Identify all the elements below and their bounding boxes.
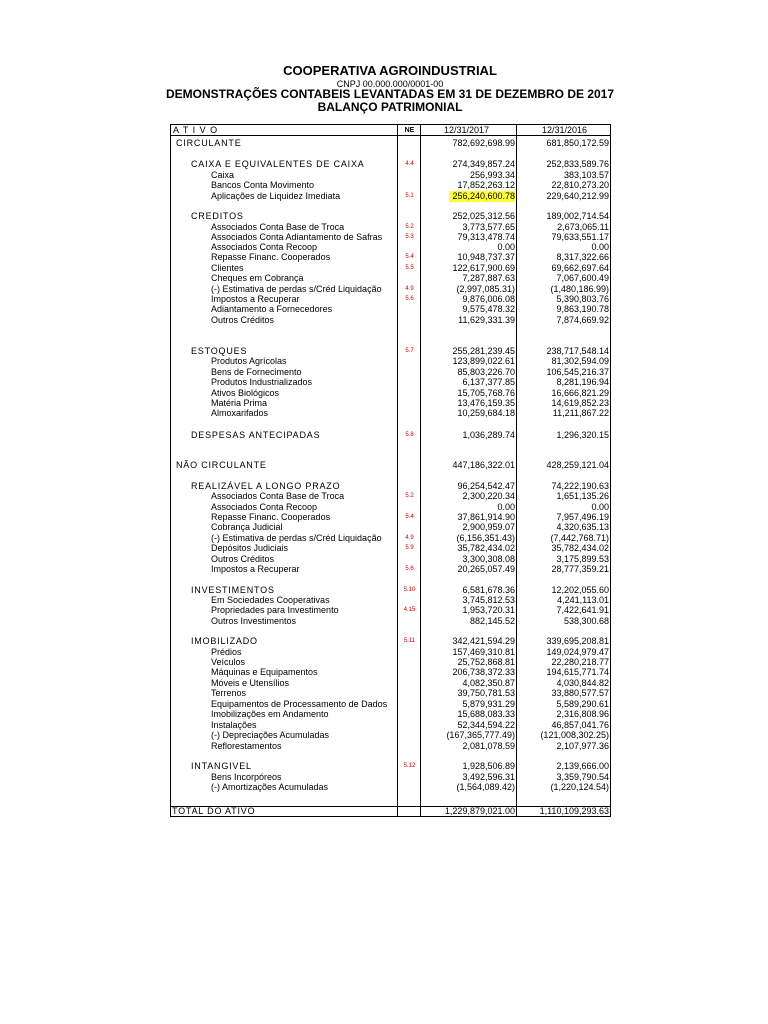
row-value-2017: 15,705,768.76	[457, 388, 515, 398]
table-row	[170, 252, 611, 263]
row-value-2017: 122,617,900.69	[452, 263, 515, 273]
row-label: Repasse Financ. Cooperados	[211, 512, 331, 522]
row-note-ref: 5.6	[405, 566, 414, 572]
row-value-2016: 81,302,594.09	[551, 356, 609, 366]
row-value-2017: 79,313,478.74	[457, 232, 515, 242]
row-value-2016: (121,008,302.25)	[540, 730, 609, 740]
row-value-2017: 10,948,737.37	[457, 252, 515, 262]
row-value-2016: 9,863,190.78	[556, 304, 609, 314]
row-value-2017: 85,803,226.70	[457, 367, 515, 377]
total-row	[170, 806, 611, 817]
row-value-2017: (1,564,089.42)	[456, 782, 515, 792]
row-value-2016: 538,300.68	[563, 616, 609, 626]
row-label: Cobrança Judicial	[211, 522, 283, 532]
row-label: Ativos Biológicos	[211, 388, 280, 398]
row-value-2017: 2,081,078.59	[462, 741, 515, 751]
table-row	[170, 605, 611, 616]
row-value-2017: 447,186,322.01	[452, 460, 515, 470]
row-label: Reflorestamentos	[211, 741, 282, 751]
row-note-ref: 4.9	[405, 535, 414, 541]
row-label: Equipamentos de Processamento de Dados	[211, 699, 388, 709]
row-label: Associados Conta Adiantamento de Safras	[211, 232, 383, 242]
row-value-2017: (6,156,351.43)	[456, 533, 515, 543]
table-row	[170, 761, 611, 772]
row-note-ref: 5.4	[405, 514, 414, 520]
row-label: Terrenos	[211, 688, 247, 698]
row-label: Associados Conta Recoop	[211, 242, 318, 252]
row-value-2016: (7,442,768.71)	[550, 533, 609, 543]
table-row	[170, 543, 611, 554]
row-value-2016: 16,666,821.29	[551, 388, 609, 398]
table-row	[170, 430, 611, 441]
row-label: Bancos Conta Movimento	[211, 180, 315, 190]
row-value-2017: 7,287,887.63	[462, 273, 515, 283]
row-value-2017: 37,861,914.90	[457, 512, 515, 522]
row-value-2017: 6,137,377.85	[462, 377, 515, 387]
row-value-2017: 0.00	[497, 502, 515, 512]
column-header-ativo: A T I V O	[173, 125, 219, 135]
total-value-2017: 1,229,879,021.00	[444, 806, 515, 816]
row-value-2017: 3,492,596.31	[462, 772, 515, 782]
row-note-ref: 4.15	[403, 607, 416, 613]
row-value-2017: 35,782,434.02	[457, 543, 515, 553]
row-label: CAIXA E EQUIVALENTES DE CAIXA	[191, 159, 365, 169]
row-note-ref: 5.2	[405, 224, 414, 230]
row-value-2016: 252,833,589.76	[546, 159, 609, 169]
row-value-2017: 2,300,220.34	[462, 491, 515, 501]
row-value-2016: 1,296,320.15	[556, 430, 609, 440]
row-note-ref: 5.4	[405, 254, 414, 260]
row-value-2016: 7,874,669.92	[556, 315, 609, 325]
table-row	[170, 709, 611, 720]
row-value-2017: 274,349,857.24	[452, 159, 515, 169]
column-header-2016: 12/31/2016	[541, 125, 587, 135]
row-value-2016: 7,422,641.91	[556, 605, 609, 615]
row-value-2017: 17,852,263.12	[457, 180, 515, 190]
row-value-2016: 7,957,496.19	[556, 512, 609, 522]
table-row	[170, 741, 611, 752]
row-value-2016: 0.00	[591, 242, 609, 252]
row-value-2016: 383,103.57	[563, 170, 609, 180]
row-value-2016: 2,316,808.96	[556, 709, 609, 719]
table-row	[170, 211, 611, 222]
row-value-2016: 0.00	[591, 502, 609, 512]
total-label: TOTAL DO ATIVO	[172, 806, 256, 816]
row-note-ref: 5.1	[405, 193, 414, 199]
row-value-2017: 123,899,022.61	[452, 356, 515, 366]
row-value-2016: 3,175,899.53	[556, 554, 609, 564]
row-value-2016: 4,320,635.13	[556, 522, 609, 532]
row-label: DESPESAS ANTECIPADAS	[191, 430, 321, 440]
row-value-2017: 15,688,083.33	[457, 709, 515, 719]
row-label: INTANGIVEL	[191, 761, 252, 771]
row-note-ref: 5.11	[403, 638, 416, 644]
table-row	[170, 636, 611, 647]
row-label: Outros Créditos	[211, 315, 275, 325]
table-row	[170, 491, 611, 502]
table-row	[170, 616, 611, 627]
row-label: Almoxarifados	[211, 408, 269, 418]
row-value-2017: 10,259,684.18	[457, 408, 515, 418]
table-row	[170, 159, 611, 170]
row-value-2016: 28,777,359.21	[551, 564, 609, 574]
row-label: Impostos a Recuperar	[211, 294, 300, 304]
row-label: Outros Créditos	[211, 554, 275, 564]
row-label: NÃO CIRCULANTE	[176, 460, 267, 470]
row-value-2017: 0.00	[497, 242, 515, 252]
table-row	[170, 782, 611, 793]
row-value-2016: 149,024,979.47	[546, 647, 609, 657]
row-value-2016: 681,850,172.59	[546, 138, 609, 148]
row-value-2016: 7,067,600.49	[556, 273, 609, 283]
row-value-2016: 22,280,218.77	[551, 657, 609, 667]
row-label: INVESTIMENTOS	[191, 585, 275, 595]
row-label: ESTOQUES	[191, 346, 248, 356]
table-row	[170, 180, 611, 191]
row-label: Veículos	[211, 657, 246, 667]
row-note-ref: 5.2	[405, 493, 414, 499]
row-label: Adiantamento a Fornecedores	[211, 304, 333, 314]
row-note-ref: 5.8	[405, 432, 414, 438]
row-label: Cheques em Cobrança	[211, 273, 304, 283]
row-note-ref: 4.9	[405, 286, 414, 292]
row-label: Clientes	[211, 263, 244, 273]
row-label: CIRCULANTE	[176, 138, 242, 148]
row-label: Aplicações de Liquidez Imediata	[211, 191, 341, 201]
row-label: Caixa	[211, 170, 235, 180]
row-value-2017: 20,265,057.49	[457, 564, 515, 574]
row-label: Impostos a Recuperar	[211, 564, 300, 574]
row-note-ref: 5.3	[405, 234, 414, 240]
row-value-2016: 428,259,121.04	[546, 460, 609, 470]
row-value-2016: 1,651,135.26	[556, 491, 609, 501]
row-value-2016: 4,030,844.82	[556, 678, 609, 688]
row-value-2017: 252,025,312.56	[452, 211, 515, 221]
row-note-ref: 5.10	[403, 587, 416, 593]
company-name: COOPERATIVA AGROINDUSTRIAL	[283, 63, 497, 78]
report-title: BALANÇO PATRIMONIAL	[317, 100, 463, 114]
row-value-2016: (1,220,124.54)	[550, 782, 609, 792]
row-value-2016: 2,673,065.11	[557, 222, 609, 232]
column-header-ne: NE	[404, 127, 415, 134]
row-label: Associados Conta Base de Troca	[211, 222, 345, 232]
row-value-2017: 3,745,812.53	[462, 595, 515, 605]
row-value-2016: 46,857,041.76	[551, 720, 609, 730]
row-label: Repasse Financ. Cooperados	[211, 252, 331, 262]
row-value-2016: 3,359,790.54	[556, 772, 609, 782]
row-value-2017: 1,953,720.31	[462, 605, 515, 615]
row-value-2016: 339,695,208.81	[546, 636, 609, 646]
row-note-ref: 5.12	[403, 763, 416, 769]
column-header-row	[170, 125, 611, 136]
row-label: Prédios	[211, 647, 242, 657]
row-value-2017: 52,344,594.22	[457, 720, 515, 730]
row-note-ref: 4.4	[405, 161, 414, 167]
table-row	[170, 304, 611, 315]
table-row	[170, 138, 611, 149]
table-row	[170, 356, 611, 367]
row-value-2016: 33,880,577.57	[551, 688, 609, 698]
row-value-2017: 1,036,289.74	[462, 430, 515, 440]
row-value-2016: 2,107,977.36	[556, 741, 609, 751]
row-label: Depósitos Judiciais	[211, 543, 289, 553]
row-value-2016: 8,317,322.66	[556, 252, 609, 262]
table-row	[170, 315, 611, 326]
row-label: Móveis e Utensílios	[211, 678, 290, 688]
row-value-2017: 11,629,331.39	[458, 315, 515, 325]
table-row	[170, 460, 611, 471]
row-value-2017: 3,773,577.65	[462, 222, 515, 232]
row-label: Em Sociedades Cooperativas	[211, 595, 330, 605]
row-value-2016: 69,662,697.64	[551, 263, 609, 273]
table-row	[170, 564, 611, 575]
row-label: Máquinas e Equipamentos	[211, 667, 318, 677]
row-value-2017: 3,300,308.08	[462, 554, 515, 564]
row-note-ref: 5.6	[405, 296, 414, 302]
row-value-2016: 22,810,273.20	[551, 180, 609, 190]
row-value-2016: 12,202,055.60	[551, 585, 609, 595]
row-value-2017: 6,581,678.36	[462, 585, 515, 595]
row-value-2016: 8,281,196.94	[556, 377, 609, 387]
row-value-2017: 255,281,239.45	[452, 346, 515, 356]
row-value-2017: 2,900,959.07	[462, 522, 515, 532]
row-value-2017: 39,750,781.53	[457, 688, 515, 698]
row-value-2017: 25,752,868.81	[457, 657, 515, 667]
row-value-2017: (2,997,085.31)	[456, 284, 515, 294]
row-value-2016: 4,241,113.01	[557, 595, 609, 605]
row-label: Produtos Agrícolas	[211, 356, 287, 366]
row-note-ref: 5.7	[405, 348, 414, 354]
row-value-2017: 4,082,350.87	[462, 678, 515, 688]
statement-title: DEMONSTRAÇÕES CONTABEIS LEVANTADAS EM 31 DE DEZEMBRO DE 2017	[165, 87, 615, 101]
row-label: IMOBILIZADO	[191, 636, 258, 646]
row-label: (-) Depreciações Acumuladas	[211, 730, 330, 740]
row-value-2017: 256,240,600.78	[449, 191, 515, 202]
row-label: Instalações	[211, 720, 257, 730]
row-label: (-) Amortizações Acumuladas	[211, 782, 329, 792]
column-header-2017: 12/31/2017	[443, 125, 489, 135]
row-value-2017: 882,145.52	[469, 616, 515, 626]
row-label: (-) Estimativa de perdas s/Créd Liquidação	[211, 533, 382, 543]
row-value-2016: 5,390,803.76	[556, 294, 609, 304]
row-label: CREDITOS	[191, 211, 244, 221]
table-row	[170, 688, 611, 699]
row-note-ref: 5.5	[405, 265, 414, 271]
row-value-2016: 5,589,290.61	[556, 699, 609, 709]
row-label: Imobilizações em Andamento	[211, 709, 329, 719]
table-row	[170, 667, 611, 678]
row-value-2017: 206,738,372.33	[452, 667, 515, 677]
row-label: Matéria Prima	[211, 398, 268, 408]
row-value-2016: 194,615,771.74	[546, 667, 609, 677]
row-label: REALIZÁVEL A LONGO PRAZO	[191, 481, 341, 491]
table-row	[170, 273, 611, 284]
row-note-ref: 5.9	[405, 545, 414, 551]
row-value-2017: 157,469,310.81	[452, 647, 515, 657]
table-row	[170, 408, 611, 419]
row-label: Bens de Fornecimento	[211, 367, 302, 377]
row-label: Outros Investimentos	[211, 616, 297, 626]
row-value-2016: 14,619,852.23	[551, 398, 609, 408]
row-value-2016: 229,640,212.99	[546, 191, 609, 201]
row-value-2017: 9,876,006.08	[462, 294, 515, 304]
row-value-2017: 1,928,506.89	[462, 761, 515, 771]
row-value-2016: 238,717,548.14	[546, 346, 609, 356]
row-value-2016: 106,545,216.37	[546, 367, 609, 377]
row-value-2017: 13,476,159.35	[457, 398, 515, 408]
cnpj-line: CNPJ 00.000.000/0001-00	[336, 79, 444, 89]
row-value-2016: 11,211,867.22	[552, 408, 609, 418]
row-value-2016: 2,139,666.00	[556, 761, 609, 771]
row-value-2017: 5,879,931.29	[462, 699, 515, 709]
row-value-2016: 74,222,190.63	[551, 481, 609, 491]
row-value-2016: (1,480,186.99)	[550, 284, 609, 294]
table-row	[170, 522, 611, 533]
table-row	[170, 377, 611, 388]
row-label: Associados Conta Base de Troca	[211, 491, 345, 501]
row-label: Produtos Industrializados	[211, 377, 313, 387]
row-value-2017: 342,421,594.29	[452, 636, 515, 646]
row-value-2017: 256,993.34	[469, 170, 515, 180]
row-value-2017: (167,365,777.49)	[446, 730, 515, 740]
row-value-2017: 9,575,478.32	[462, 304, 515, 314]
row-value-2017: 782,692,698.99	[452, 138, 515, 148]
table-row	[170, 191, 611, 202]
row-value-2016: 189,002,714.54	[546, 211, 609, 221]
row-value-2017: 96,254,542.47	[457, 481, 515, 491]
table-row	[170, 730, 611, 741]
row-label: (-) Estimativa de perdas s/Créd Liquidação	[211, 284, 382, 294]
row-label: Associados Conta Recoop	[211, 502, 318, 512]
row-label: Propriedades para Investimento	[211, 605, 339, 615]
row-value-2016: 35,782,434.02	[551, 543, 609, 553]
row-label: Bens Incorpóreos	[211, 772, 282, 782]
total-value-2016: 1,110,109,293.63	[539, 806, 609, 816]
row-value-2016: 79,633,551.17	[551, 232, 609, 242]
